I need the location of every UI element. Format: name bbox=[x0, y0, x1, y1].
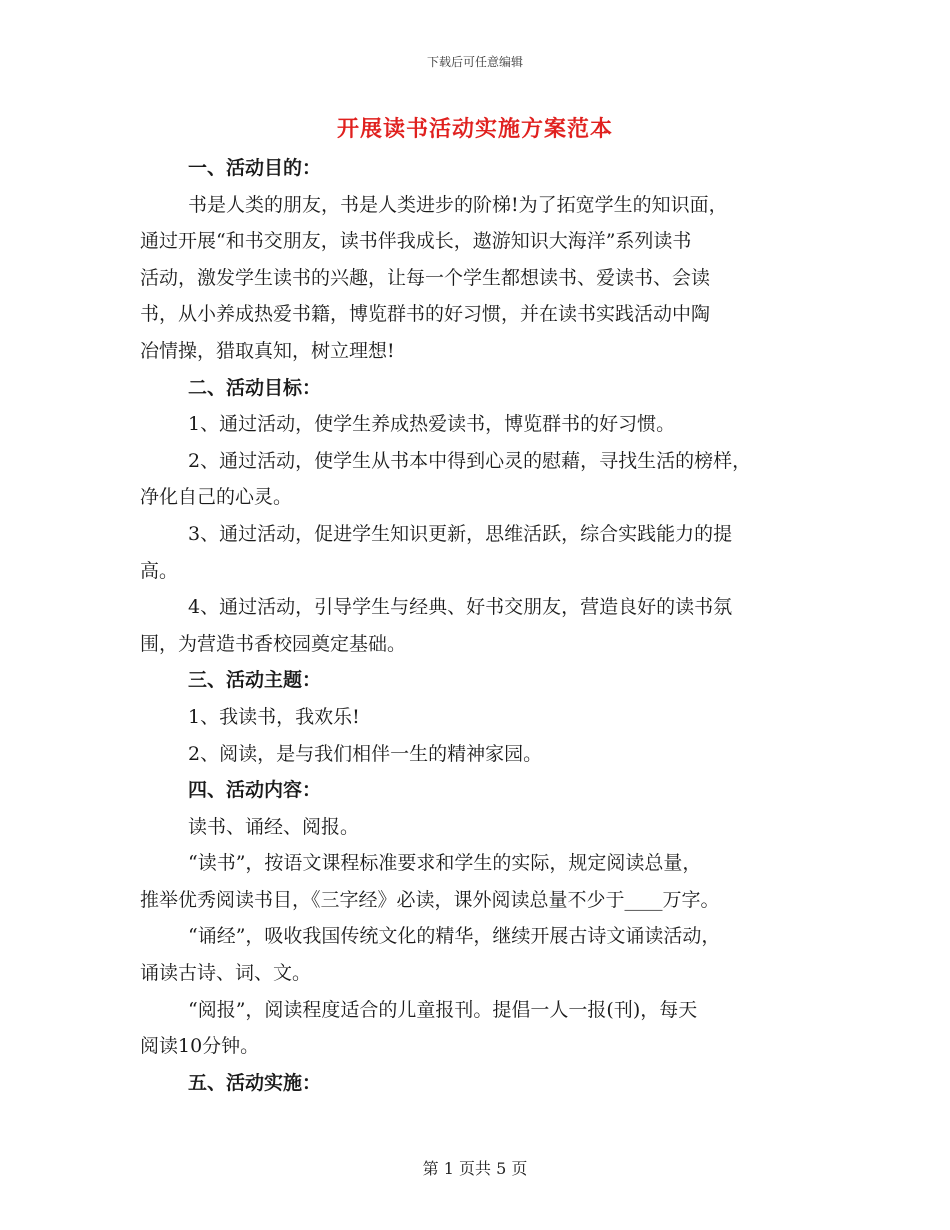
paragraph-line: 读书、诵经、阅报。 bbox=[188, 815, 360, 838]
document-title: 开展读书活动实施方案范本 bbox=[336, 116, 613, 142]
section-heading: 三、活动主题： bbox=[188, 669, 322, 692]
section-heading: 一、活动目的： bbox=[188, 157, 322, 179]
paragraph-line: 书，从小养成热爱书籍，博览群书的好习惯，并在读书实践活动中陶 bbox=[140, 303, 711, 326]
section-heading: 二、活动目标： bbox=[188, 376, 322, 399]
paragraph-line: 2、通过活动，使学生从书本中得到心灵的慰藉，寻找生活的榜样， bbox=[188, 449, 752, 472]
paragraph-line: 冶情操，猎取真知，树立理想! bbox=[140, 339, 395, 362]
paragraph-line: 高。 bbox=[140, 559, 179, 582]
paragraph-line: 1、我读书，我欢乐! bbox=[188, 705, 360, 728]
paragraph-line: 推举优秀阅读书目，《三字经》必读，课外阅读总量不少于____万字。 bbox=[140, 888, 720, 911]
paragraph-line: 通过开展“和书交朋友，读书伴我成长，遨游知识大海洋”系列读书 bbox=[140, 230, 692, 253]
paragraph-line: 诵读古诗、词、文。 bbox=[140, 962, 312, 985]
paragraph-line: 2、阅读，是与我们相伴一生的精神家园。 bbox=[188, 742, 543, 765]
paragraph-line: 阅读10分钟。 bbox=[140, 1035, 260, 1058]
section-heading: 四、活动内容： bbox=[188, 779, 322, 802]
paragraph-line: “诵经”，吸收我国传统文化的精华，继续开展古诗文诵读活动， bbox=[188, 925, 721, 948]
paragraph-line: 书是人类的朋友，书是人类进步的阶梯!为了拓宽学生的知识面， bbox=[188, 193, 728, 216]
paragraph-line: 净化自己的心灵。 bbox=[140, 486, 293, 509]
paragraph-line: 活动，激发学生读书的兴趣，让每一个学生都想读书、爱读书、会读 bbox=[140, 266, 711, 289]
paragraph-line: “阅报”，阅读程度适合的儿童报刊。提倡一人一报(刊)，每天 bbox=[188, 998, 698, 1021]
paragraph-line: “读书”，按语文课程标准要求和学生的实际，规定阅读总量， bbox=[188, 852, 702, 875]
paragraph-line: 4、通过活动，引导学生与经典、好书交朋友，营造良好的读书氛 bbox=[188, 596, 733, 619]
paragraph-line: 1、通过活动，使学生养成热爱读书，博览群书的好习惯。 bbox=[188, 413, 676, 436]
paragraph-line: 3、通过活动，促进学生知识更新，思维活跃，综合实践能力的提 bbox=[188, 522, 733, 545]
section-heading: 五、活动实施： bbox=[188, 1071, 322, 1094]
document-body bbox=[140, 150, 810, 1101]
header-note: 下载后可任意编辑 bbox=[426, 55, 523, 69]
page-number: 第 1 页共 5 页 bbox=[422, 1159, 528, 1178]
paragraph-line: 围，为营造书香校园奠定基础。 bbox=[140, 632, 407, 655]
